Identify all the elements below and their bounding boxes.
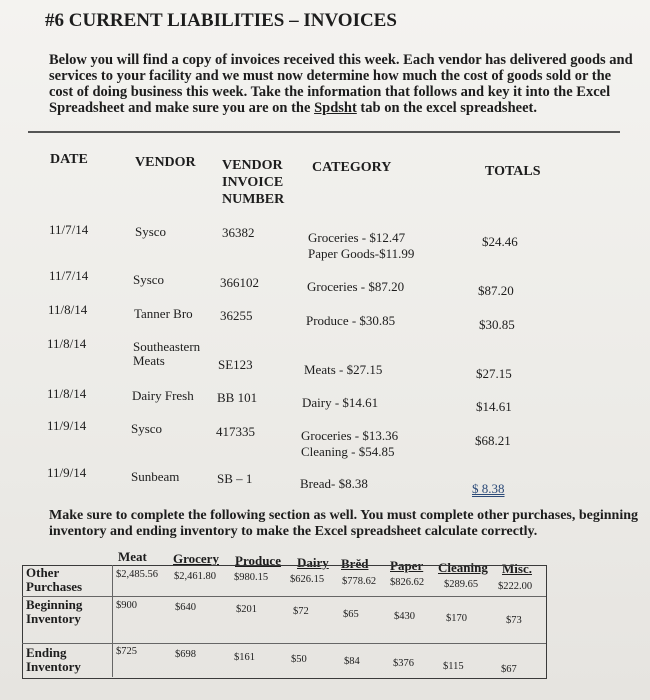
row1-vendor: Sysco: [135, 224, 167, 239]
header-date: DATE: [50, 152, 88, 167]
ending-produce: $161: [234, 652, 255, 663]
instructions-text-end: tab on the excel spreadsheet.: [356, 100, 537, 116]
spdsht-tab-reference: Spdsht: [314, 100, 357, 116]
ending-paper: $376: [393, 658, 414, 669]
row7-total: $ 8.38: [472, 481, 505, 496]
row3-total: $30.85: [479, 317, 515, 332]
row3-category: Produce - $30.85: [306, 313, 396, 328]
row5-category: Dairy - $14.61: [302, 395, 379, 410]
header-totals: TOTALS: [485, 164, 541, 179]
other-dairy: $626.15: [290, 574, 325, 585]
ending-grocery: $698: [175, 649, 196, 660]
row5-vendor: Dairy Fresh: [132, 388, 194, 403]
other-misc: $222.00: [498, 581, 533, 592]
row2-invoice: 366102: [220, 275, 259, 290]
row2-date: 11/7/14: [49, 268, 89, 283]
row1-total: $24.46: [482, 234, 518, 249]
ending-meat: $725: [116, 646, 137, 657]
beginning-label-line2: Inventory: [26, 611, 81, 626]
row4-vendor-line2: Meats: [133, 353, 165, 368]
row5-invoice: BB 101: [217, 390, 258, 405]
grid-col-divider: [112, 565, 113, 677]
header-category: CATEGORY: [312, 160, 392, 175]
row7-vendor: Sunbeam: [131, 469, 180, 484]
row5-total: $14.61: [476, 399, 512, 414]
beginning-bread: $65: [343, 609, 359, 620]
beginning-produce: $201: [236, 604, 257, 615]
instructions-text: Below you will find a copy of invoices received this week. Each vendor has delivered goods and services to your facility and we must now determine how much the cost of goods sold or the cost of doing business this week. Take the information that follows and key it into the Excel Spreadsheet and make sure you are on the: [49, 52, 633, 116]
beginning-paper: $430: [394, 611, 415, 622]
beginning-cleaning: $170: [446, 613, 467, 624]
inventory-instructions: Make sure to complete the following section as well. You must complete other purchases, beginning inventory and ending inventory to make the Excel spreadsheet calculate correctly.: [49, 508, 639, 539]
row3-date: 11/8/14: [48, 302, 88, 317]
header-invoice-line1: VENDOR: [222, 158, 283, 173]
header-vendor: VENDOR: [135, 155, 196, 170]
ending-dairy: $50: [291, 654, 307, 665]
ending-misc: $67: [501, 664, 517, 675]
row2-category: Groceries - $87.20: [307, 279, 405, 294]
row6-invoice: 417335: [216, 424, 255, 439]
ending-bread: $84: [344, 656, 360, 667]
other-bread: $778.62: [342, 576, 377, 587]
instructions-paragraph: [49, 52, 634, 116]
row4-date: 11/8/14: [47, 336, 87, 351]
header-invoice-line3: NUMBER: [222, 192, 285, 207]
other-cleaning: $289.65: [444, 579, 479, 590]
grid-row-divider: [22, 596, 546, 597]
col-produce: Produce: [235, 553, 281, 568]
beginning-label-line1: Beginning: [26, 597, 83, 612]
header-invoice-line2: INVOICE: [222, 175, 284, 190]
other-label-line1: Other: [26, 565, 60, 580]
col-bread: Brĕd: [341, 556, 369, 571]
ending-label-line2: Inventory: [26, 659, 81, 674]
row3-vendor: Tanner Bro: [134, 306, 193, 321]
row5-date: 11/8/14: [47, 386, 87, 401]
row3-invoice: 36255: [220, 308, 253, 323]
grid-row-divider: [22, 643, 546, 644]
beginning-misc: $73: [506, 615, 522, 626]
other-produce: $980.15: [234, 572, 269, 583]
other-label-line2: Purchases: [26, 579, 83, 594]
divider-line: [28, 131, 620, 133]
row1-category: Groceries - $12.47: [308, 230, 406, 245]
row2-vendor: Sysco: [133, 272, 165, 287]
row4-vendor-line1: Southeastern: [133, 339, 201, 354]
row6-vendor: Sysco: [131, 421, 163, 436]
row2-total: $87.20: [478, 283, 514, 298]
beginning-meat: $900: [116, 600, 137, 611]
other-meat: $2,485.56: [116, 569, 158, 580]
other-purchases-label: [26, 566, 82, 594]
row1-category2: Paper Goods-$11.99: [308, 246, 415, 261]
row6-category2: Cleaning - $54.85: [301, 444, 395, 459]
ending-inventory-label: [26, 646, 81, 674]
row4-vendor: [133, 340, 200, 368]
row4-category: Meats - $27.15: [304, 362, 383, 377]
ending-label-line1: Ending: [26, 645, 67, 660]
beginning-grocery: $640: [175, 602, 196, 613]
other-grocery: $2,461.80: [174, 571, 216, 582]
col-paper: Paper: [390, 558, 424, 573]
beginning-dairy: $72: [293, 606, 309, 617]
col-cleaning: Cleaning: [438, 560, 488, 575]
col-meat: Meat: [118, 549, 147, 564]
col-grocery: Grocery: [173, 551, 219, 566]
page-title: #6 CURRENT LIABILITIES – INVOICES: [45, 10, 397, 31]
col-dairy: Dairy: [297, 555, 329, 570]
row1-invoice: 36382: [222, 225, 255, 240]
other-paper: $826.62: [390, 577, 425, 588]
row6-total: $68.21: [475, 433, 511, 448]
col-misc: Misc.: [502, 561, 532, 576]
row6-category: Groceries - $13.36: [301, 428, 399, 443]
row1-date: 11/7/14: [49, 222, 89, 237]
beginning-inventory-label: [26, 598, 82, 626]
ending-cleaning: $115: [443, 661, 464, 672]
row4-invoice: SE123: [218, 357, 253, 372]
row7-invoice: SB – 1: [217, 471, 253, 486]
row7-date: 11/9/14: [47, 465, 87, 480]
header-invoice-number: [222, 157, 284, 208]
row6-date: 11/9/14: [47, 418, 87, 433]
row7-category: Bread- $8.38: [300, 476, 368, 491]
row4-total: $27.15: [476, 366, 512, 381]
